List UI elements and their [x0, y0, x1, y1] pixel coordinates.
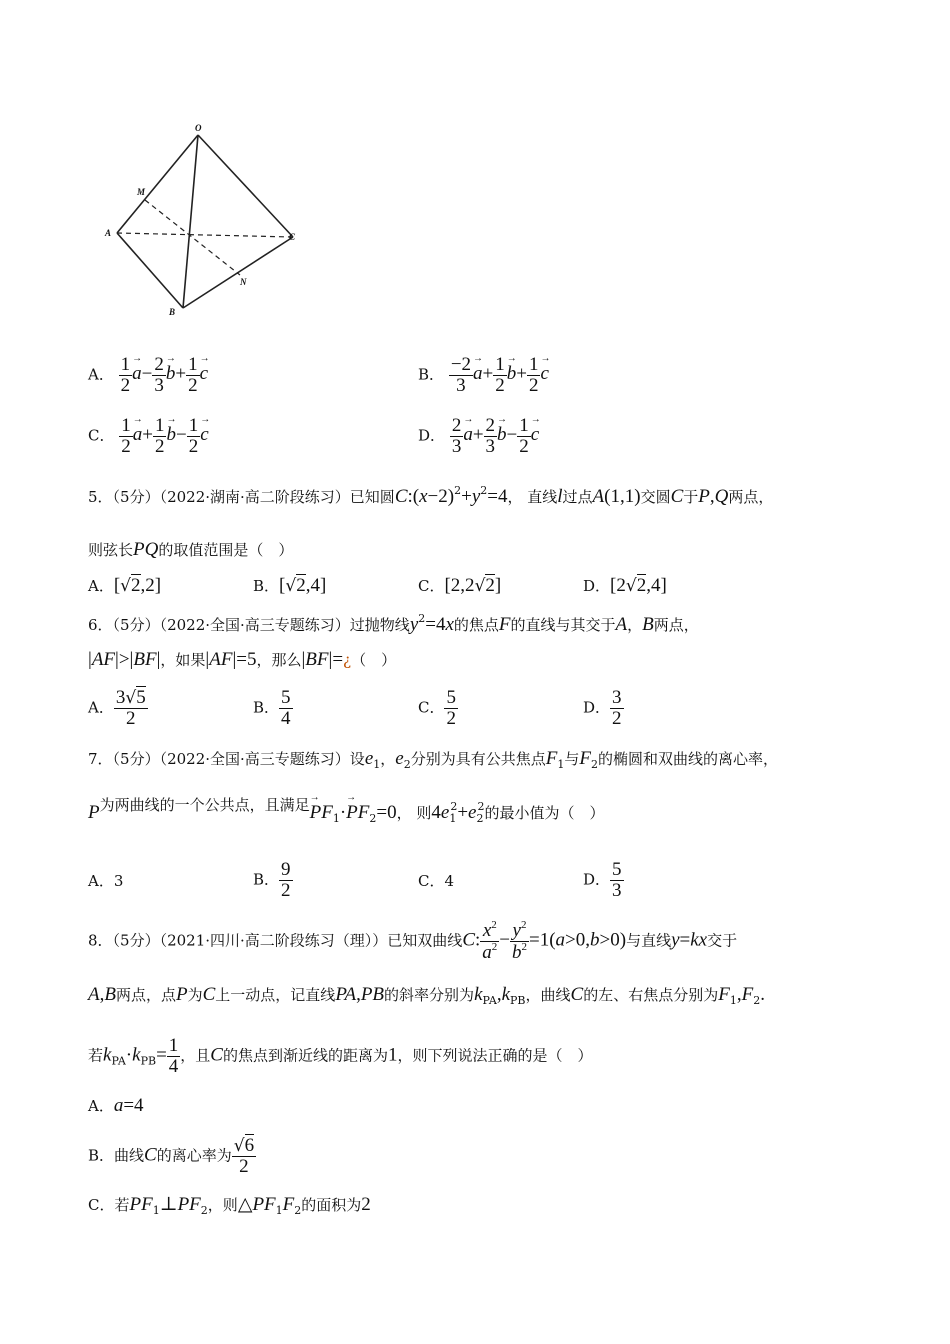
q6-stem-line2: |AF|>|BF|，如果|AF|=5，那么|BF|=¿（ ）: [88, 649, 397, 670]
option-letter: C．: [88, 426, 115, 445]
q5-option-a[interactable]: A．[√2,2]: [88, 575, 162, 596]
option-letter: D．: [418, 426, 446, 445]
q8-option-b[interactable]: B．曲线C的离心率为 $\frac{√6}{2}$: [88, 1135, 255, 1177]
tetrahedron-figure: [95, 115, 315, 325]
q7-option-d[interactable]: D． $\frac{5}{3}$: [583, 859, 622, 901]
label-a: A: [105, 228, 112, 238]
q6-option-c[interactable]: C． $\frac{5}{2}$: [418, 687, 456, 729]
q7-stem-line2: P为两曲线的一个公共点，且满足→ $PF_1\cdot\to PF_2=0$， 则$4e_1^2+e_2^2$的最小值为（ ）: [88, 800, 605, 825]
q4-option-a[interactable]: A． $\frac{1}{2}$ → a− $\frac{2}{3}$ → b+ $\frac{1}{2}$ → c: [88, 355, 208, 396]
label-b: B: [169, 307, 176, 317]
q4-option-c[interactable]: C． $\frac{1}{2}$ → a+ $\frac{1}{2}$ → b− $\frac{1}{2}$ → c: [88, 416, 209, 457]
label-m: M: [137, 187, 146, 197]
q8-stem: 8．（5分）（2021·四川·高二阶段练习（理））已知双曲线C: $\frac{x^2}{a^2}$ − $\frac{y^2}{b^2}$ =1(a>0,b>0)与直线y=kx交于: [88, 919, 738, 963]
option-letter: A．: [88, 365, 114, 384]
q8-option-c[interactable]: C．若$PF_1\perp PF_2$，则$\triangle PF_1F_2$的面积为2: [88, 1194, 371, 1217]
q7-option-c[interactable]: C．4: [418, 872, 455, 890]
q4-option-b[interactable]: B． $\frac{-2}{3}$ → a+ $\frac{1}{2}$ → b+ $\frac{1}{2}$ → c: [418, 355, 549, 396]
q5-option-b[interactable]: B．[√2,4]: [253, 575, 327, 596]
q5-stem: 5．（5分）（2022·湖南·高二阶段练习）已知圆$C:(x-2)^2+y^2=4$， 直线l过点A(1,1)交圆C于P,Q两点，: [88, 484, 774, 507]
option-letter: B．: [418, 365, 445, 384]
q7-stem: 7．（5分）（2022·全国·高三专题练习）设$e_1$，$e_2$分别为具有公共焦点$F_1$与$F_2$的椭圆和双曲线的离心率，: [88, 748, 778, 771]
q6-option-d[interactable]: D． $\frac{3}{2}$: [583, 687, 622, 729]
q6-stem: 6．（5分）（2022·全国·高三专题练习）过抛物线$y^2=4x$的焦点F的直线与其交于A，B两点，: [88, 612, 699, 635]
q5-stem-line2: 则弦长PQ的取值范围是（ ）: [88, 539, 294, 560]
q8-option-a[interactable]: A．a=4: [88, 1095, 144, 1116]
q7-option-b[interactable]: B． $\frac{9}{2}$: [253, 859, 291, 901]
label-n: N: [240, 277, 247, 287]
q6-option-b[interactable]: B． $\frac{5}{4}$: [253, 687, 291, 729]
label-o: O: [195, 123, 202, 133]
q7-option-a[interactable]: A．3: [88, 872, 124, 890]
q8-stem-line2: A,B两点，点P为C上一动点，记直线PA,PB的斜率分别为$k_{PA},k_{PB}$，曲线C的左、右焦点分别为$F_1,F_2$.: [88, 984, 765, 1007]
q5-option-c[interactable]: C．[2,2√2]: [418, 575, 502, 596]
q6-option-a[interactable]: A． $\frac{3√5}{2}$: [88, 687, 146, 729]
label-c: C: [289, 232, 296, 242]
q8-stem-line3: 若$k_{PA}\cdot k_{PB}=$ $\frac{1}{4}$ ，且C的焦点到渐近线的距离为1，则下列说法正确的是（ ）: [88, 1035, 593, 1077]
q5-option-d[interactable]: D．[2√2,4]: [583, 575, 667, 596]
q4-option-d[interactable]: D． $\frac{2}{3}$ → a+ $\frac{2}{3}$ → b− $\frac{1}{2}$ → c: [418, 416, 539, 457]
